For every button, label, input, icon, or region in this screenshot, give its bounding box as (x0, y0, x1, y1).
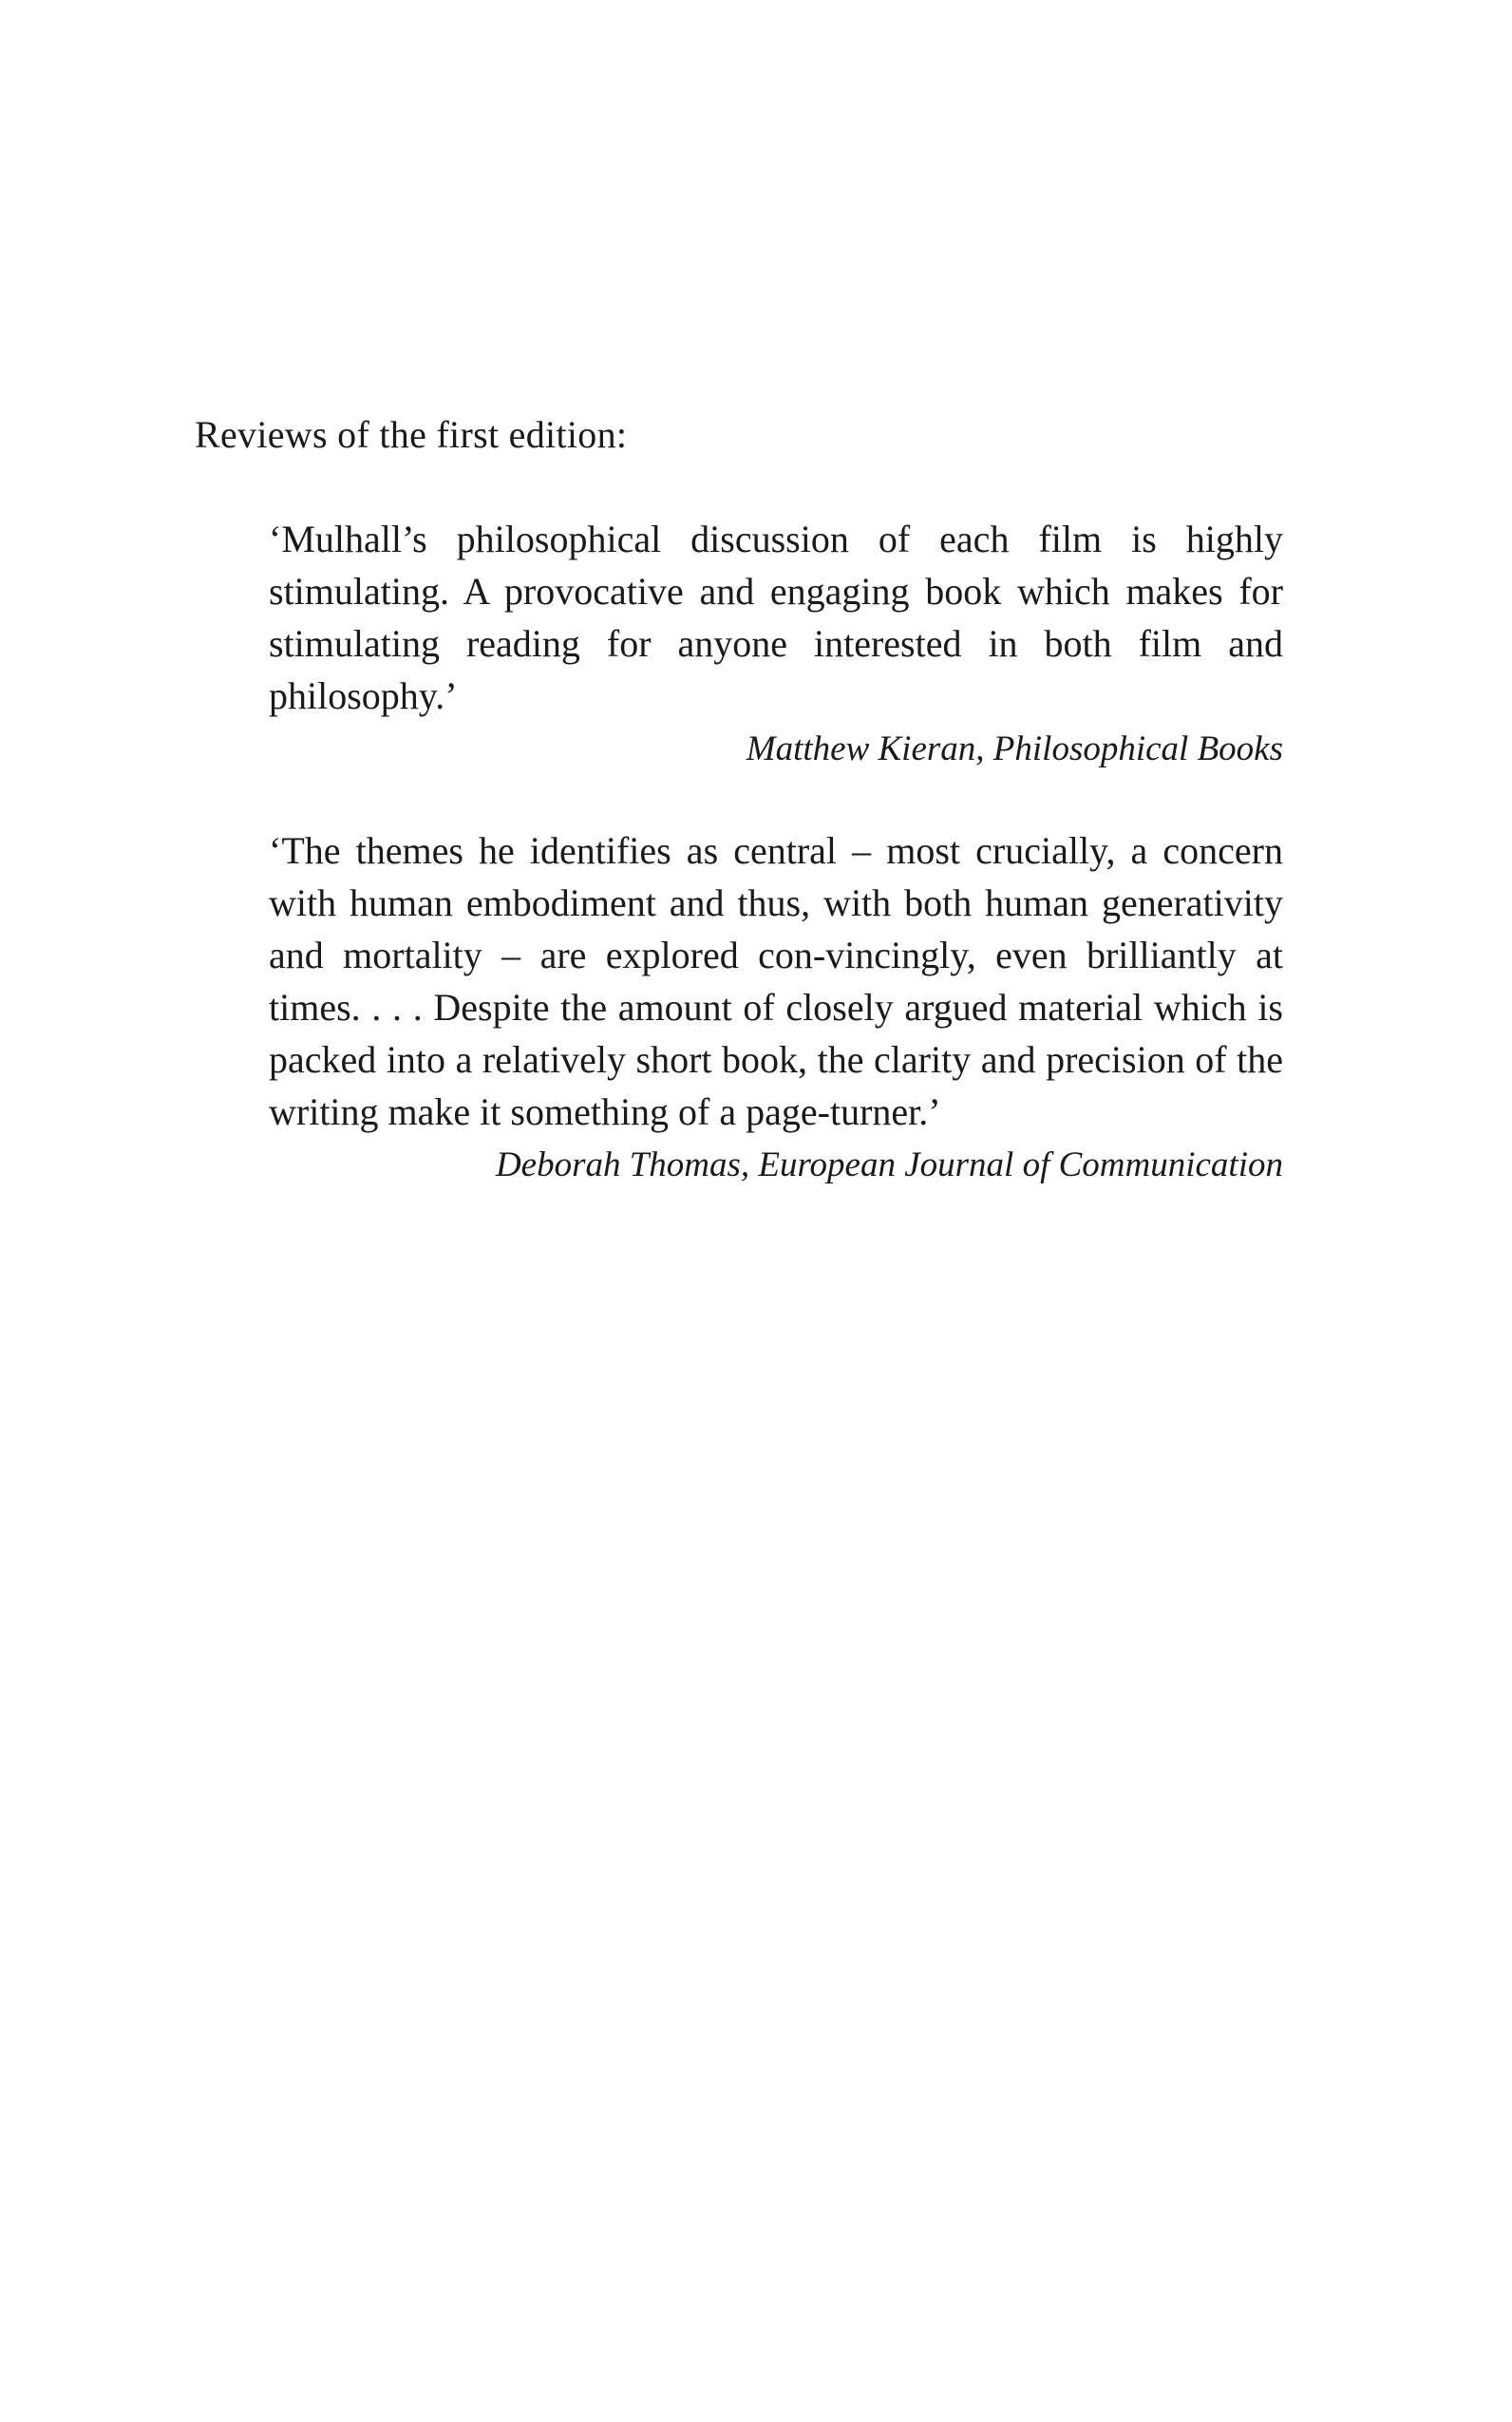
review-kieran (269, 513, 1283, 773)
review-quote: ‘The themes he identifies as central – most crucially, a concern with human embodiment and thus, with both human generativity and mortality – are explored con-vincingly, even brilliantly at times. . . . Despite the amount of closely argued material which is packed into a relatively short book, the clarity and precision of the writing make it something of a page-turner.’ (269, 829, 1283, 1133)
reviews-heading: Reviews of the first edition: (195, 413, 628, 456)
review-attribution: Matthew Kieran, Philosophical Books (746, 729, 1283, 768)
review-attribution: Deborah Thomas, European Journal of Communication (495, 1145, 1283, 1184)
review-thomas (269, 824, 1283, 1189)
review-quote: ‘Mulhall’s philosophical discussion of each film is highly stimulating. A provocative and engaging book which makes for stimulating reading for anyone interested in both film and philosophy.’ (269, 518, 1283, 717)
